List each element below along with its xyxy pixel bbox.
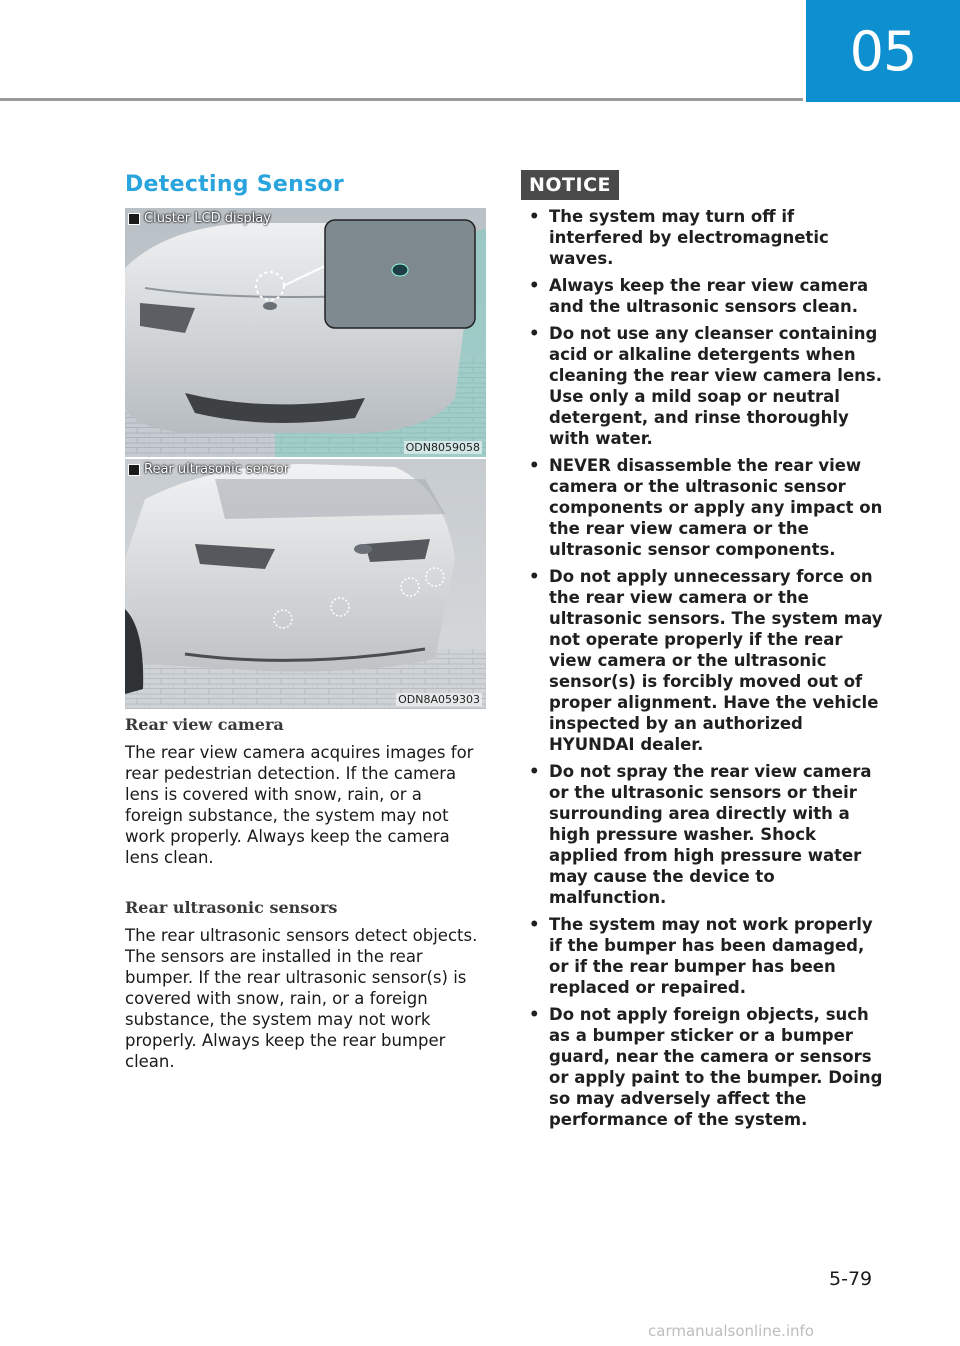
- notice-list: [527, 206, 887, 1136]
- figure-caption-text: Cluster LCD display: [144, 211, 271, 226]
- figure-rear-ultrasonic: [125, 459, 486, 709]
- caption-square-icon: [129, 465, 139, 475]
- page-number: 5-79: [829, 1268, 873, 1290]
- sensors-paragraph: The rear ultrasonic sensors detect objects. The sensors are installed in the rear bumper. If the rear ultrasonic sensor(s) is covered with snow, rain, or a foreign substance, the system may not work properly. Always keep the rear bumper clean.: [125, 926, 478, 1071]
- notice-item: • Do not apply unnecessary force on the rear view camera or the ultrasonic sensors. The system may not operate properly if the rear view camera or the ultrasonic sensor(s) is forcibly moved out of proper alignment. Have the vehicle inspected by an authorized HYUNDAI dealer.: [527, 566, 887, 755]
- chapter-number: 05: [849, 19, 917, 83]
- chapter-tab: [806, 0, 960, 102]
- sensors-heading: Rear ultrasonic sensors: [125, 898, 338, 917]
- figure-caption-text: Rear ultrasonic sensor: [144, 462, 290, 477]
- notice-item: • Do not use any cleanser containing acid or alkaline detergents when cleaning the rear view camera lens. Use only a mild soap or neutral detergent, and rinse thoroughly with water.: [527, 323, 887, 449]
- camera-paragraph: The rear view camera acquires images for rear pedestrian detection. If the camera lens is covered with snow, rain, or a foreign substance, the system may not work properly. Always keep the camera lens clean.: [125, 743, 474, 867]
- car-rear-camera-illustration: [125, 208, 486, 457]
- caption-square-icon: [129, 214, 139, 224]
- section-title: Detecting Sensor: [125, 172, 345, 197]
- notice-item: • The system may turn off if interfered by electromagnetic waves.: [527, 206, 887, 269]
- figure-caption: [129, 462, 289, 477]
- figure-caption: [129, 211, 271, 226]
- car-rear-sensors-illustration: [125, 459, 486, 709]
- notice-item: • Always keep the rear view camera and the ultrasonic sensors clean.: [527, 275, 887, 317]
- camera-heading: Rear view camera: [125, 715, 284, 734]
- figure-code: ODN8059058: [405, 441, 480, 454]
- notice-item: • Do not spray the rear view camera or the ultrasonic sensors or their surrounding area directly with a high pressure washer. Shock applied from high pressure water may cause the device to malfunction.: [527, 761, 887, 908]
- notice-badge: NOTICE: [521, 170, 619, 200]
- notice-item: • Do not apply foreign objects, such as a bumper sticker or a bumper guard, near the camera or sensors or apply paint to the bumper. Doing so may adversely affect the performance of the system.: [527, 1004, 887, 1130]
- watermark: carmanualsonline.info: [648, 1322, 814, 1340]
- header-rule: [0, 98, 803, 101]
- figure-code: ODN8A059303: [398, 693, 480, 706]
- notice-item: • NEVER disassemble the rear view camera or the ultrasonic sensor components or apply any impact on the rear view camera or the ultrasonic sensor components.: [527, 455, 887, 560]
- figure-cluster-lcd: [125, 208, 486, 457]
- notice-item: • The system may not work properly if the bumper has been damaged, or if the rear bumper has been replaced or repaired.: [527, 914, 887, 998]
